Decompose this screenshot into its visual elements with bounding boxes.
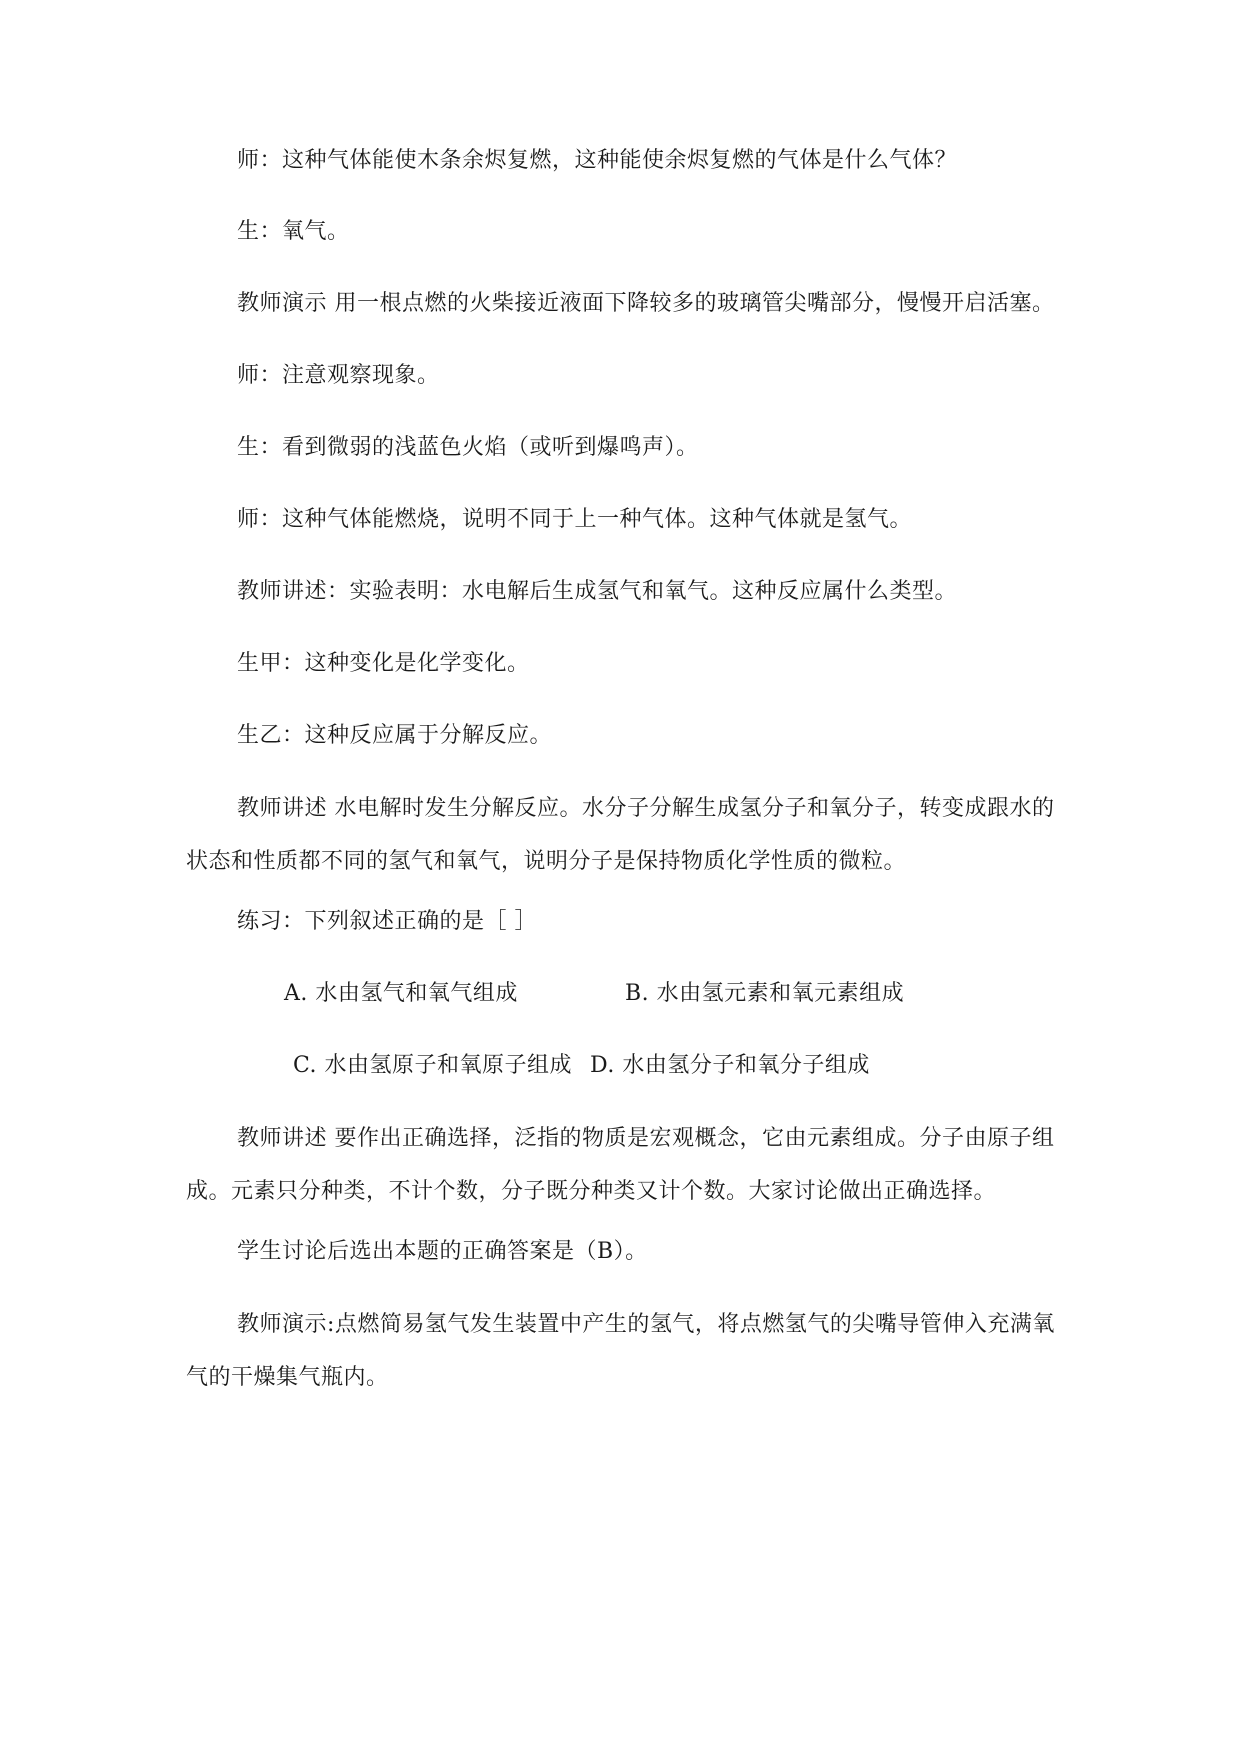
teacher-narration-3: 教师讲述 要作出正确选择，泛指的物质是宏观概念，它由元素组成。分子由原子组成。元素只分种类，不计个数，分子既分种类又计个数。大家讨论做出正确选择。 xyxy=(186,1126,1055,1204)
teacher-demo-1: 教师演示 用一根点燃的火柴接近液面下降较多的玻璃管尖嘴部分，慢慢开启活塞。 xyxy=(237,291,1055,316)
teacher-narration-1: 教师讲述：实验表明：水电解后生成氢气和氧气。这种反应属什么类型。 xyxy=(237,579,958,604)
dialogue-student-b: 生乙：这种反应属于分解反应。 xyxy=(237,723,553,748)
teacher-demo-2: 教师演示:点燃简易氢气发生装置中产生的氢气，将点燃氢气的尖嘴导管伸入充满氧气的干燥集气瓶内。 xyxy=(186,1312,1055,1390)
student-discussion-answer: 学生讨论后选出本题的正确答案是（B）。 xyxy=(237,1239,648,1264)
dialogue-student-answer: 生：氧气。 xyxy=(237,219,350,244)
dialogue-teacher-hydrogen: 师：这种气体能燃烧，说明不同于上一种气体。这种气体就是氢气。 xyxy=(237,507,913,532)
exercise-question: 练习：下列叙述正确的是［ ］ xyxy=(237,909,537,934)
exercise-option-a: A. 水由氢气和氧气组成 xyxy=(284,981,518,1006)
teacher-narration-2: 教师讲述 水电解时发生分解反应。水分子分解生成氢分子和氧分子，转变成跟水的状态和性质都不同的氢气和氧气，说明分子是保持物质化学性质的微粒。 xyxy=(186,796,1055,874)
exercise-option-d: D. 水由氢分子和氧分子组成 xyxy=(590,1053,870,1078)
dialogue-student-observation: 生：看到微弱的浅蓝色火焰（或听到爆鸣声）。 xyxy=(237,435,699,460)
exercise-option-c: C. 水由氢原子和氧原子组成 xyxy=(293,1053,573,1078)
dialogue-teacher-observe: 师：注意观察现象。 xyxy=(237,363,440,388)
dialogue-teacher-question: 师：这种气体能使木条余烬复燃，这种能使余烬复燃的气体是什么气体？ xyxy=(237,148,958,173)
dialogue-student-a: 生甲：这种变化是化学变化。 xyxy=(237,651,530,676)
exercise-option-b: B. 水由氢元素和氧元素组成 xyxy=(625,981,905,1006)
